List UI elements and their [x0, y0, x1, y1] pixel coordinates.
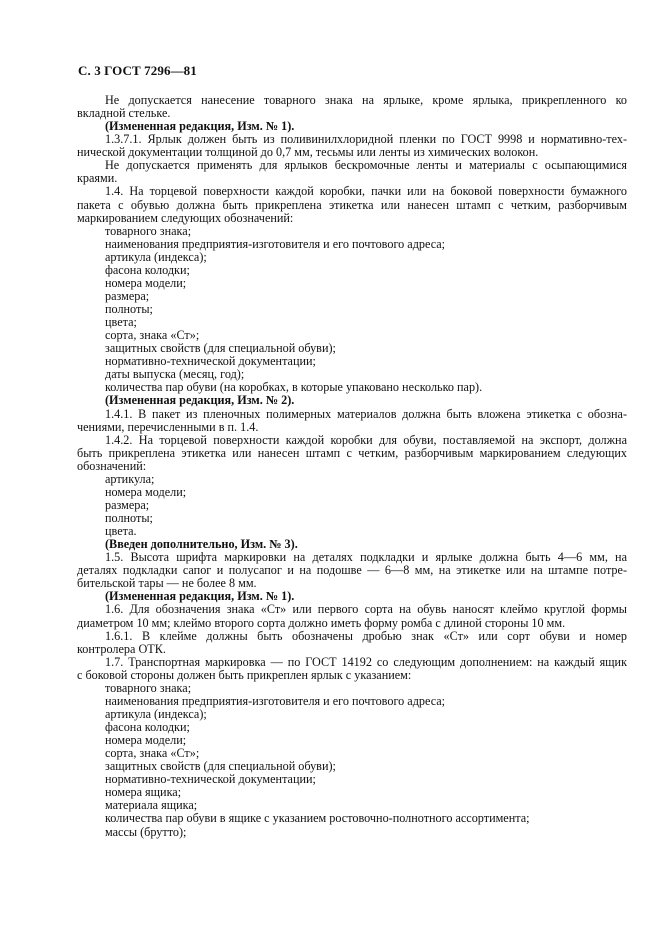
- text-line: нормативно-технической документации;: [105, 772, 316, 787]
- text-line: маркированием следующих обозначений:: [77, 210, 294, 225]
- text-line: фасона колодки;: [105, 720, 190, 734]
- text-line: с боковой стороны должен быть прикреплен ярлык с указанием:: [77, 667, 412, 682]
- text-line: Не допускается нанесение товарного знака на ярлыке, кроме ярлыка, прикрепленного ко: [105, 93, 627, 107]
- text-line: размера;: [105, 497, 150, 512]
- text-line: 1.6.1. В клейме должны быть обозначены дробью знак «Ст» или сорт обуви и номер: [105, 628, 627, 643]
- text-line: 1.4.1. В пакет из пленочных полимерных материалов должна быть вложена этикетка с обозна-: [105, 406, 627, 421]
- text-line: сорта, знака «Ст»;: [105, 328, 200, 343]
- text-line: 1.5. Высота шрифта маркировки на деталях подкладки и ярлыке должна быть 4—6 мм, на: [105, 550, 627, 565]
- text-line: 1.4.2. На торцевой поверхности каждой коробки для обуви, поставляемой на экспорт, должна: [105, 432, 627, 447]
- text-line: цвета;: [105, 315, 137, 330]
- text-line: материала ящика;: [105, 798, 198, 813]
- text-line: артикула;: [105, 471, 155, 486]
- text-line: 1.7. Транспортная маркировка — по ГОСТ 14192 со следующим дополнением: на каждый ящик: [105, 654, 627, 669]
- text-line: полноты;: [105, 302, 153, 316]
- text-line: обозначений:: [77, 458, 147, 473]
- text-line: количества пар обуви в ящике с указанием ростовочно-полнотного ассортимента;: [105, 811, 530, 826]
- text-line: сорта, знака «Ст»;: [105, 746, 200, 761]
- text-line: фасона колодки;: [105, 262, 190, 277]
- text-line: номера модели;: [105, 275, 187, 290]
- text-line: полноты;: [105, 511, 153, 525]
- text-line: количества пар обуви (на коробках, в которые упаковано несколько пар).: [105, 380, 483, 395]
- text-line: наименования предприятия-изготовителя и его почтового адреса;: [105, 693, 446, 708]
- text-line: номера ящика;: [105, 785, 182, 800]
- text-line: даты выпуска (месяц, год);: [105, 367, 245, 382]
- text-line: номера модели;: [105, 733, 187, 748]
- text-line: краями.: [77, 171, 118, 186]
- text-line: защитных свойств (для специальной обуви);: [105, 759, 336, 774]
- page-header: С. 3 ГОСТ 7296—81: [78, 63, 197, 78]
- document-body: [77, 94, 627, 839]
- text-line: нической документации толщиной до 0,7 мм, тесьмы или ленты из химических волокон.: [77, 145, 539, 160]
- text-line: товарного знака;: [105, 680, 192, 695]
- text-line: вкладной стельке.: [77, 106, 171, 121]
- text-line: артикула (индекса);: [105, 706, 207, 721]
- amendment-note-line: (Измененная редакция, Изм. № 1).: [105, 119, 295, 134]
- text-line: наименования предприятия-изготовителя и его почтового адреса;: [105, 236, 446, 251]
- text-line: массы (брутто);: [105, 824, 187, 839]
- text-line: номера модели;: [105, 484, 187, 499]
- amendment-note-line: (Измененная редакция, Изм. № 1).: [105, 589, 295, 604]
- text-line: 1.6. Для обозначения знака «Ст» или первого сорта на обувь наносят клеймо круглой формы: [105, 602, 627, 617]
- text-line: чениями, перечисленными в п. 1.4.: [77, 419, 259, 434]
- text-line: нормативно-технической документации;: [105, 354, 316, 369]
- text-line: быть прикреплена этикетка или нанесен штамп с четким, разборчивым маркированием следующих: [77, 445, 627, 460]
- text-line: Не допускается применять для ярлыков бескромочные ленты и материалы с осыпающимися: [105, 158, 627, 173]
- amendment-note-line: (Введен дополнительно, Изм. № 3).: [105, 537, 298, 552]
- text-line: артикула (индекса);: [105, 249, 207, 264]
- text-line: размера;: [105, 288, 150, 303]
- text-line: деталях подкладки сапог и полусапог и на подошве — 6—8 мм, на этикетке или на штампе потре-: [77, 563, 627, 578]
- text-line: 1.4. На торцевой поверхности каждой коробки, пачки или на боковой поверхности бумажного: [105, 184, 627, 199]
- text-line: 1.3.7.1. Ярлык должен быть из поливинилхлоридной пленки по ГОСТ 9998 и нормативно-тех-: [105, 132, 627, 147]
- text-line: цвета.: [105, 524, 137, 539]
- text-line: диаметром 10 мм; клеймо второго сорта должно иметь форму ромба с длиной стороны 10 мм.: [77, 615, 566, 630]
- text-line: товарного знака;: [105, 223, 192, 238]
- text-line: контролера ОТК.: [77, 641, 166, 656]
- text-line: защитных свойств (для специальной обуви);: [105, 341, 336, 356]
- amendment-note-line: (Измененная редакция, Изм. № 2).: [105, 393, 295, 408]
- text-line: бительской тары — не более 8 мм.: [77, 576, 257, 591]
- text-line: пакета с обувью должна быть прикреплена этикетка или нанесен штамп с четким, разборчивым: [77, 197, 627, 212]
